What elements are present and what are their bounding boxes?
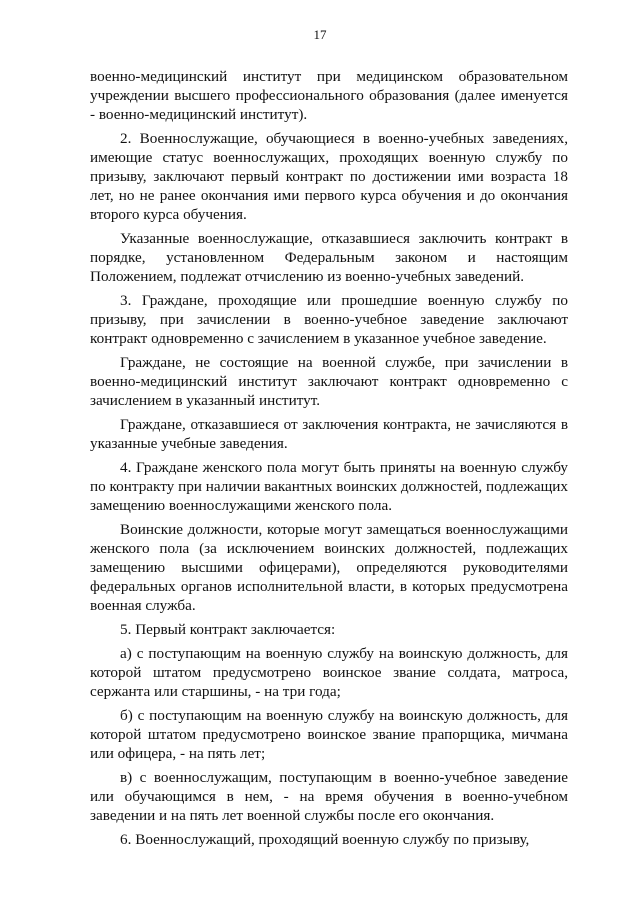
paragraph-1: военно-медицинский институт при медицинском образовательном учреждении высшего профессионального образования (далее именуется - военно-медицинский институт).	[90, 68, 568, 123]
paragraph-13: 6. Военнослужащий, проходящий военную службу по призыву,	[120, 831, 530, 848]
paragraph-12: в) с военнослужащим, поступающим в военно-учебное заведение или обучающимся в нем, - на время обучения в военно-учебном заведении и на пять лет военной службы после его окончания.	[90, 769, 568, 824]
paragraph-11: б) с поступающим на военную службу на воинскую должность, для которой штатом предусмотрено воинское звание прапорщика, мичмана или офицера, - на пять лет;	[90, 707, 568, 762]
paragraph-3: Указанные военнослужащие, отказавшиеся заключить контракт в порядке, установленном Федеральным законом и настоящим Положением, подлежат отчислению из военно-учебных заведений.	[90, 230, 568, 285]
paragraph-5: Граждане, не состоящие на военной службе, при зачислении в военно-медицинский институт заключают контракт одновременно с зачислением в указанный институт.	[90, 354, 568, 409]
document-body	[90, 67, 568, 854]
paragraph-8: Воинские должности, которые могут замещаться военнослужащими женского пола (за исключением воинских должностей, подлежащих замещению высшими офицерами), определяются руководителями федеральных органов исполнительной власти, в которых предусмотрена военная служба.	[90, 521, 568, 614]
paragraph-4: 3. Граждане, проходящие или прошедшие военную службу по призыву, при зачислении в военно-учебное заведение заключают контракт одновременно с зачислением в указанное учебное заведение.	[90, 292, 568, 347]
paragraph-2: 2. Военнослужащие, обучающиеся в военно-учебных заведениях, имеющие статус военнослужащих, проходящих военную службу по призыву, заключают первый контракт по достижении ими возраста 18 лет, но не ранее окончания ими первого курса обучения и до окончания второго курса обучения.	[90, 130, 568, 223]
paragraph-6: Граждане, отказавшиеся от заключения контракта, не зачисляются в указанные учебные заведения.	[90, 416, 568, 452]
page-number: 17	[313, 27, 327, 42]
paragraph-9: 5. Первый контракт заключается:	[120, 621, 336, 638]
paragraph-10: а) с поступающим на военную службу на воинскую должность, для которой штатом предусмотрено воинское звание солдата, матроса, сержанта или старшины, - на три года;	[90, 645, 568, 700]
paragraph-7: 4. Граждане женского пола могут быть приняты на военную службу по контракту при наличии вакантных воинских должностей, подлежащих замещению военнослужащими женского пола.	[90, 459, 568, 514]
